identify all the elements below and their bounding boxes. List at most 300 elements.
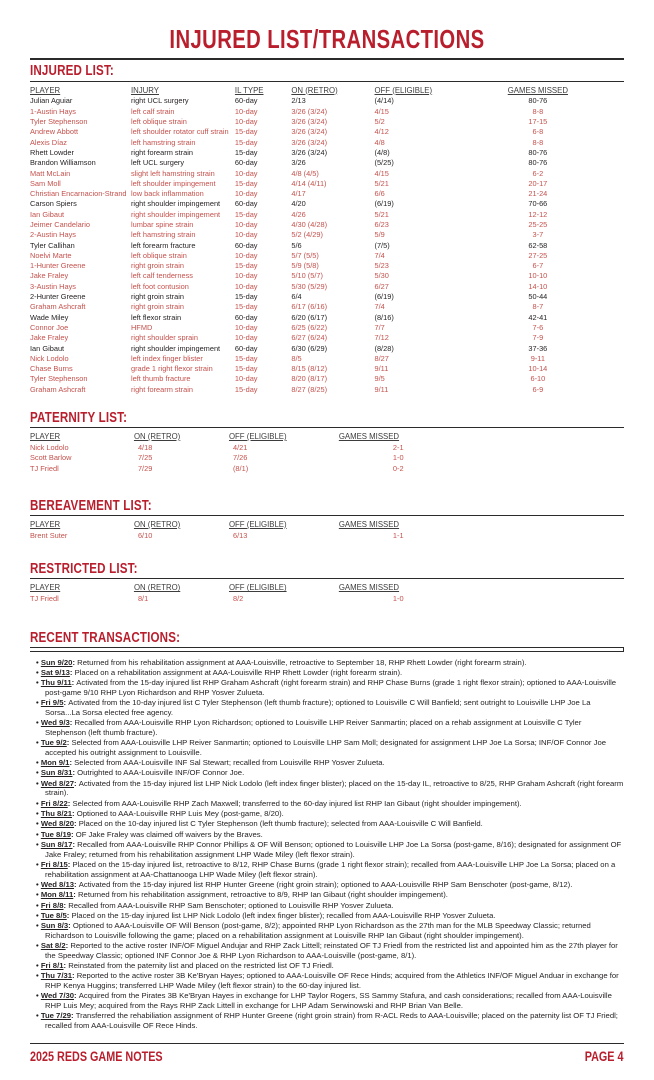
games-missed-cell: 6-10	[530, 374, 546, 384]
injured-list-row	[30, 209, 624, 219]
il-type-cell: 10-day	[234, 230, 258, 240]
on-date-cell: 6/10	[137, 530, 153, 540]
player-cell: Wade Miley	[30, 312, 69, 322]
on-date-cell: 4/18	[137, 443, 153, 453]
transaction-date: Fri 8/1	[40, 961, 64, 971]
bullet-glyph: •	[36, 829, 41, 839]
transaction-text: Activated from the 15-day injured list RHP Hunter Greene (right groin strain); optioned to AAA-Louisville RHP Sam Benschoter (post-game, 8/12).	[78, 879, 573, 889]
injury-cell: left thumb fracture	[130, 374, 191, 384]
il-type-cell: 15-day	[234, 261, 258, 271]
transaction-text: Optioned to AAA-Louisville RHP Luis Mey (post-game, 8/20).	[76, 809, 284, 819]
off-date-cell: 9/5	[374, 374, 385, 384]
on-date-cell: 3/26 (3/24)	[291, 106, 328, 116]
injured-list-row	[30, 353, 624, 363]
injury-cell: left shoulder impingement	[130, 178, 216, 188]
player-cell: Alexis Díaz	[30, 137, 67, 147]
paternity-list-row	[30, 443, 624, 453]
injury-cell: right shoulder impingement	[130, 343, 221, 353]
injured-list-row	[30, 168, 624, 178]
player-cell: Matt McLain	[30, 168, 71, 178]
transaction-colon: :	[72, 839, 78, 849]
il-type-cell: 10-day	[234, 333, 258, 343]
column-header-games-missed: GAMES MISSED	[338, 583, 400, 593]
transaction-text: Placed on the 10-day injured list C Tyler Stephenson (left thumb fracture); selected from AAA-Louisville C Will Banfield.	[78, 819, 483, 829]
restricted-list-heading-row	[30, 561, 624, 580]
on-date-cell: 3/26 (3/24)	[291, 127, 328, 137]
transaction-item	[30, 921, 624, 940]
transaction-item	[30, 830, 624, 840]
injured-list-row	[30, 189, 624, 199]
il-type-cell: 10-day	[234, 106, 258, 116]
bullet-glyph: •	[36, 839, 41, 849]
transaction-colon: :	[69, 667, 75, 677]
off-date-cell: 5/21	[374, 178, 389, 188]
bullet-glyph: •	[36, 738, 41, 748]
paternity-list-body	[30, 443, 624, 474]
transaction-item	[30, 991, 624, 1010]
injured-list-row	[30, 312, 624, 322]
transaction-date: Mon 9/1	[40, 758, 70, 768]
games-missed-cell: 12-12	[528, 209, 548, 219]
title-block	[30, 24, 624, 55]
on-date-cell: 4/26	[291, 209, 306, 219]
bullet-glyph: •	[36, 1011, 41, 1021]
injury-cell: HFMD	[130, 322, 153, 332]
off-date-cell: (5/25)	[374, 158, 394, 168]
transaction-date: Sun 8/17	[40, 839, 73, 849]
transaction-date: Sun 8/31	[40, 768, 73, 778]
transaction-date: Wed 8/20	[40, 819, 75, 829]
player-cell: Rhett Lowder	[30, 147, 74, 157]
injury-cell: right shoulder impingement	[130, 199, 221, 209]
off-date-cell: 6/27	[374, 281, 389, 291]
player-cell: 2-Hunter Greene	[30, 292, 86, 302]
bereavement-list-header	[30, 520, 624, 531]
on-date-cell: 8/1	[137, 594, 149, 604]
column-header-games-missed: GAMES MISSED	[338, 520, 400, 529]
games-missed-cell: 7-6	[532, 322, 544, 332]
transaction-text: Reported to the active roster INF/OF Miguel Andujar and RHP Zack Littell; reinstated OF TJ Friedl from the restricted list and appointed him as the 27th player for the Speedway Classic; optioned INF Connor Joe & RHP Lyon Richardson to AAA-Louisville (post-game, 8/1).	[45, 941, 618, 960]
transaction-item	[30, 890, 624, 900]
off-date-cell: 8/27	[374, 353, 389, 363]
player-cell: Graham Ashcraft	[30, 302, 86, 312]
injury-cell: right shoulder sprain	[130, 333, 198, 343]
bereavement-list-heading-row	[30, 498, 624, 517]
transaction-date: Sat 9/13	[40, 667, 70, 677]
bullet-glyph: •	[36, 698, 41, 708]
off-date-cell: 7/26	[232, 453, 248, 463]
off-date-cell: 6/6	[374, 189, 385, 199]
player-cell: Nick Lodolo	[30, 443, 69, 453]
transaction-text: Recalled from AAA-Louisville RHP Connor Phillips & OF Will Benson; optioned to Louisville LHP Joe La Sorsa (post-game, 8/16); designated for assignment OF Jake Fraley; returned from his rehabilitation assignment LHP Wade Miley (left flexor strain).	[45, 839, 622, 859]
off-date-cell: 6/23	[374, 220, 389, 229]
on-date-cell: 5/30 (5/29)	[291, 281, 328, 291]
injured-list-row	[30, 384, 624, 394]
transaction-text: Returned from his rehabilitation assignment, retroactive to 8/9, RHP Ian Gibaut (right shoulder impingement).	[78, 890, 448, 900]
injured-list-row	[30, 271, 624, 281]
column-header-player: PLAYER	[30, 432, 61, 442]
transaction-text: OF Jake Fraley was claimed off waivers by the Braves.	[75, 829, 263, 839]
injury-cell: left forearm fracture	[130, 240, 196, 250]
games-missed-cell: 8-8	[532, 137, 544, 147]
bullet-glyph: •	[36, 900, 41, 910]
injury-cell: right groin strain	[130, 302, 184, 312]
footer-title: 2025 REDS GAME NOTES	[30, 1049, 163, 1064]
il-type-cell: 15-day	[234, 127, 258, 137]
transaction-date: Sat 8/2	[40, 941, 66, 951]
transaction-item	[30, 658, 624, 668]
games-missed-cell: 1-0	[392, 453, 404, 463]
player-cell: Julian Aguiar	[30, 96, 73, 106]
injured-list-row	[30, 230, 624, 240]
games-missed-cell: 7-9	[532, 333, 544, 343]
player-cell: Brent Suter	[30, 530, 68, 540]
games-missed-cell: 62-58	[528, 240, 548, 250]
injured-list-row	[30, 178, 624, 188]
il-type-cell: 15-day	[234, 178, 258, 188]
transaction-item	[30, 819, 624, 829]
transaction-colon: :	[71, 678, 77, 688]
on-date-cell: 5/9 (5/8)	[291, 261, 319, 271]
transaction-text: Activated from the 10-day injured list C Tyler Stephenson (left thumb fracture); optioned to Louisville C Will Banfield; sent outright to Louisville LHP Joe La Sorsa...La Sorsa elected free agency.	[45, 698, 591, 717]
transaction-colon: :	[63, 698, 69, 708]
il-type-cell: 60-day	[234, 158, 258, 168]
bereavement-list-section	[30, 498, 624, 541]
player-cell: Jeimer Candelario	[30, 220, 90, 229]
transactions-heading: RECENT TRANSACTIONS:	[30, 630, 181, 647]
transaction-date: Thu 8/21	[40, 809, 73, 819]
transaction-colon: :	[74, 778, 79, 788]
transaction-date: Fri 9/5	[40, 698, 64, 708]
il-type-cell: 15-day	[234, 137, 258, 147]
il-type-cell: 60-day	[234, 240, 258, 250]
player-cell: Scott Barlow	[30, 453, 72, 463]
restricted-list-body	[30, 594, 624, 604]
games-missed-cell: 80-76	[528, 96, 548, 106]
player-cell: Ian Gibaut	[30, 209, 65, 219]
bullet-glyph: •	[36, 718, 41, 728]
transaction-date: Sun 9/20	[40, 657, 73, 667]
player-cell: 3-Austin Hays	[30, 281, 77, 291]
bullet-glyph: •	[36, 941, 41, 951]
transaction-date: Thu 9/11	[40, 678, 72, 688]
transaction-date: Tue 8/5	[40, 910, 67, 920]
injured-list-row	[30, 147, 624, 157]
transaction-colon: :	[69, 758, 75, 768]
il-type-cell: 15-day	[234, 147, 258, 157]
bullet-glyph: •	[36, 798, 41, 808]
transaction-item	[30, 911, 624, 921]
transaction-colon: :	[74, 879, 79, 889]
transaction-date: Fri 8/8	[40, 900, 64, 910]
il-type-cell: 60-day	[234, 343, 258, 353]
transaction-text: Placed on the 15-day injured list LHP Nick Lodolo (left index finger blister); recalled from AAA-Louisville RHP Yosver Zulueta.	[71, 910, 496, 920]
transaction-colon: :	[74, 819, 79, 829]
on-date-cell: 8/27 (8/25)	[291, 384, 328, 394]
column-header-on-retro: ON (RETRO)	[133, 520, 181, 529]
transaction-item	[30, 678, 624, 697]
off-date-cell: 5/23	[374, 261, 389, 271]
transaction-colon: :	[66, 910, 72, 920]
injured-list-row	[30, 96, 624, 106]
on-date-cell: 4/20	[291, 199, 306, 209]
transaction-date: Tue 9/2	[40, 738, 67, 748]
injury-cell: left oblique strain	[130, 117, 187, 127]
column-header-off-eligible: OFF (ELIGIBLE)	[374, 85, 433, 95]
on-date-cell: 6/4	[291, 292, 302, 302]
bullet-glyph: •	[36, 667, 41, 677]
column-header-off-eligible: OFF (ELIGIBLE)	[228, 432, 287, 442]
bullet-glyph: •	[36, 819, 41, 829]
injured-list-header	[30, 86, 624, 97]
player-cell: Jake Fraley	[30, 271, 69, 281]
games-missed-cell: 1-0	[392, 594, 404, 604]
transactions-heading-row	[30, 630, 624, 652]
il-type-cell: 15-day	[234, 364, 258, 374]
bullet-glyph: •	[36, 809, 41, 819]
off-date-cell: 4/12	[374, 127, 389, 137]
on-date-cell: 6/20 (6/17)	[291, 312, 328, 322]
off-date-cell: 4/15	[374, 168, 389, 178]
games-missed-cell: 50-44	[528, 292, 548, 302]
injured-list-row	[30, 250, 624, 260]
bullet-glyph: •	[36, 921, 41, 931]
off-date-cell: 5/30	[374, 271, 389, 281]
transaction-item	[30, 668, 624, 678]
transaction-text: Selected from AAA-Louisville LHP Reiver Sanmartin; optioned to Louisville LHP Sam Moll; designated for assignment LHP Joe La Sorsa; INF/OF Connor Joe accepted his outright assignment to Louisville.	[45, 738, 606, 757]
on-date-cell: 3/26 (3/24)	[291, 117, 328, 127]
games-missed-cell: 80-76	[528, 158, 548, 168]
injured-list-row	[30, 199, 624, 209]
il-type-cell: 10-day	[234, 220, 258, 229]
column-header-off-eligible: OFF (ELIGIBLE)	[228, 520, 287, 529]
games-missed-cell: 1-1	[392, 530, 404, 540]
injury-cell: right groin strain	[130, 292, 184, 302]
paternity-list-section	[30, 410, 624, 474]
games-missed-cell: 9-11	[530, 353, 545, 363]
transaction-colon: :	[63, 900, 69, 910]
bullet-glyph: •	[36, 758, 41, 768]
games-missed-cell: 6-7	[532, 261, 544, 271]
transaction-text: Acquired from the Pirates 3B Ke'Bryan Hayes in exchange for LHP Taylor Rogers, SS Sammy Stafura, and cash considerations; recalled from AAA-Louisville RHP Luis Mey; acquired from the Rays RHP Zack Littell in exchange for LHP Adam Serwinowski and RHP Brian Van Belle.	[45, 991, 612, 1011]
on-date-cell: 3/26	[291, 158, 306, 168]
transaction-date: Tue 7/29	[40, 1011, 72, 1021]
transaction-item	[30, 738, 624, 757]
off-date-cell: 9/11	[374, 364, 389, 374]
injured-list-row	[30, 323, 624, 333]
on-date-cell: 3/26 (3/24)	[291, 147, 328, 157]
column-header-games-missed: GAMES MISSED	[507, 85, 568, 95]
injured-list-row	[30, 343, 624, 353]
paternity-list-heading-row	[30, 410, 624, 429]
transaction-colon: :	[67, 798, 73, 808]
off-date-cell: (4/14)	[374, 96, 394, 106]
games-missed-cell: 25-25	[528, 220, 548, 229]
transaction-item	[30, 799, 624, 809]
injured-list-heading-row	[30, 63, 624, 82]
off-date-cell: 6/13	[232, 530, 248, 540]
bullet-glyph: •	[36, 859, 41, 869]
restricted-list-heading: RESTRICTED LIST:	[30, 560, 138, 577]
column-header-injury: INJURY	[130, 85, 159, 95]
transaction-colon: :	[72, 768, 78, 778]
il-type-cell: 10-day	[234, 281, 258, 291]
on-date-cell: 7/29	[137, 463, 153, 473]
injury-cell: slight left hamstring strain	[130, 168, 215, 178]
transaction-text: Activated from the 15-day injured list RHP Graham Ashcraft (right forearm strain) and RHP Chase Burns (grade 1 right flexor strain); optioned to AAA-Louisville post-game 9/10 RHP Lyon Richardson and RHP Yosver Zulueta.	[45, 678, 617, 697]
paternity-list-row	[30, 463, 624, 473]
bullet-glyph: •	[36, 879, 41, 889]
transaction-item	[30, 961, 624, 971]
transaction-text: Recalled from AAA-Louisville RHP Lyon Richardson; optioned to Louisville LHP Reiver Sanmartin; placed on a rehab assignment at Louisville C Tyler Stephenson (left thumb fracture).	[45, 718, 582, 737]
player-cell: Chase Burns	[30, 364, 73, 374]
on-date-cell: 2/13	[291, 96, 306, 106]
transaction-item	[30, 1011, 624, 1030]
injured-list-row	[30, 106, 624, 116]
injury-cell: left foot contusion	[130, 281, 189, 291]
injured-list-row	[30, 158, 624, 168]
off-date-cell: (8/28)	[374, 343, 394, 353]
off-date-cell: (8/1)	[232, 463, 249, 473]
off-date-cell: 4/15	[374, 106, 389, 116]
transaction-date: Wed 9/3	[40, 718, 70, 728]
off-date-cell: 4/8	[374, 137, 385, 147]
column-header-player: PLAYER	[30, 520, 61, 529]
on-date-cell: 8/15 (8/12)	[291, 364, 328, 374]
on-date-cell: 5/6	[291, 240, 302, 250]
on-date-cell: 4/30 (4/28)	[291, 220, 328, 229]
footer-page-number: PAGE 4	[585, 1049, 624, 1064]
games-missed-cell: 42-41	[528, 312, 548, 322]
restricted-list-section	[30, 561, 624, 604]
injury-cell: right shoulder impingement	[130, 209, 221, 219]
injured-list-body	[30, 96, 624, 395]
injury-cell: grade 1 right flexor strain	[130, 364, 213, 374]
games-missed-cell: 70-66	[528, 199, 548, 209]
transaction-colon: :	[69, 718, 75, 728]
injury-cell: left calf strain	[130, 106, 175, 116]
bullet-glyph: •	[36, 991, 41, 1001]
player-cell: Tyler Stephenson	[30, 117, 88, 127]
bullet-glyph: •	[36, 910, 41, 920]
on-date-cell: 4/17	[291, 189, 306, 199]
il-type-cell: 60-day	[234, 96, 258, 106]
column-header-player: PLAYER	[30, 583, 61, 593]
page-footer	[30, 1043, 624, 1064]
injury-cell: left index finger blister	[130, 353, 203, 363]
transactions-list	[30, 658, 624, 1031]
transaction-text: Selected from AAA-Louisville INF Sal Stewart; recalled from Louisville RHP Yosver Zulueta.	[74, 758, 385, 768]
transaction-date: Thu 7/31	[40, 971, 73, 981]
games-missed-cell: 3-7	[532, 230, 544, 240]
transaction-item	[30, 860, 624, 879]
transaction-item	[30, 971, 624, 990]
player-cell: Tyler Stephenson	[30, 374, 88, 384]
transaction-item	[30, 768, 624, 778]
il-type-cell: 10-day	[234, 189, 258, 199]
player-cell: Andrew Abbott	[30, 127, 79, 137]
transaction-item	[30, 779, 624, 798]
column-header-on-retro: ON (RETRO)	[133, 583, 181, 593]
transactions-section	[30, 630, 624, 1031]
injured-list-row	[30, 364, 624, 374]
transaction-text: Placed on the 15-day injured list, retroactive to 8/12, RHP Chase Burns (grade 1 right flexor strain); recalled from AAA-Louisville LHP Joe La Sorsa; placed on a rehabilitation assignment at AA-Chattanooga LHP Wade Miley (left flexor strain).	[45, 859, 616, 879]
transaction-date: Wed 8/27	[40, 778, 75, 788]
il-type-cell: 60-day	[234, 199, 258, 209]
column-header-off-eligible: OFF (ELIGIBLE)	[228, 583, 287, 593]
paternity-list-header	[30, 432, 624, 443]
games-missed-cell: 37-36	[528, 343, 548, 353]
transaction-item	[30, 880, 624, 890]
on-date-cell: 6/25 (6/22)	[291, 322, 328, 332]
player-cell: Ian Gibaut	[30, 343, 65, 353]
injured-list-row	[30, 117, 624, 127]
transaction-text: Returned from his rehabilitation assignment at AAA-Louisville, retroactive to September 18, RHP Rhett Lowder (right forearm strain).	[77, 657, 527, 667]
bullet-glyph: •	[36, 890, 41, 900]
player-cell: Sam Moll	[30, 178, 61, 188]
injury-cell: right forearm strain	[130, 147, 193, 157]
off-date-cell: 5/9	[374, 230, 385, 240]
column-header-player: PLAYER	[30, 85, 61, 95]
on-date-cell: 8/5	[291, 353, 302, 363]
off-date-cell: (8/16)	[374, 312, 394, 322]
games-missed-cell: 27-25	[528, 250, 548, 260]
games-missed-cell: 6-2	[532, 168, 544, 178]
injured-list-row	[30, 281, 624, 291]
games-missed-cell: 0-2	[392, 463, 404, 473]
on-date-cell: 5/10 (5/7)	[291, 271, 323, 281]
games-missed-cell: 20-17	[528, 178, 548, 188]
off-date-cell: 8/2	[232, 594, 244, 604]
player-cell: TJ Friedl	[30, 463, 59, 473]
paternity-list-heading: PATERNITY LIST:	[30, 409, 128, 426]
player-cell: Carson Spiers	[30, 199, 77, 209]
games-missed-cell: 10-10	[528, 271, 548, 281]
paternity-list-table	[30, 432, 624, 473]
transaction-colon: :	[72, 971, 77, 981]
transaction-text: Outrighted to AAA-Louisville INF/OF Connor Joe.	[77, 768, 245, 778]
off-date-cell: (6/19)	[374, 292, 394, 302]
page-title: INJURED LIST/TRANSACTIONS	[169, 24, 485, 54]
il-type-cell: 15-day	[234, 292, 258, 302]
bullet-glyph: •	[36, 778, 41, 788]
injured-list-row	[30, 333, 624, 343]
column-header-games-missed: GAMES MISSED	[338, 432, 400, 442]
bereavement-list-body	[30, 531, 624, 541]
transaction-date: Wed 8/13	[40, 879, 75, 889]
off-date-cell: 5/21	[374, 209, 389, 219]
injured-list-row	[30, 137, 624, 147]
transaction-colon: :	[72, 809, 77, 819]
transaction-text: Selected from AAA-Louisville RHP Zach Maxwell; transferred to the 60-day injured list RHP Ian Gibaut (right shoulder impingement).	[72, 798, 522, 808]
transaction-date: Wed 7/30	[40, 991, 75, 1001]
player-cell: 2-Austin Hays	[30, 230, 77, 240]
transaction-item	[30, 758, 624, 768]
transaction-text: Recalled from AAA-Louisville RHP Sam Benschoter; optioned to Louisville RHP Yosver Zulueta.	[68, 900, 394, 910]
games-missed-cell: 10-14	[528, 364, 548, 374]
restricted-list-header	[30, 583, 624, 594]
bullet-glyph: •	[36, 678, 41, 688]
player-cell: Noelvi Marte	[30, 250, 72, 260]
injury-cell: left shoulder rotator cuff strain	[130, 127, 229, 137]
transaction-text: Activated from the 15-day injured list LHP Nick Lodolo (left index finger blister); placed on the 15-day IL, retroactive to 8/25, RHP Graham Ashcraft (right forearm strain).	[45, 778, 624, 798]
player-cell: Tyler Callihan	[30, 240, 75, 250]
games-missed-cell: 8-7	[532, 302, 544, 312]
bullet-glyph: •	[36, 768, 41, 778]
injured-list-row	[30, 292, 624, 302]
injured-list-row	[30, 302, 624, 312]
transaction-date: Mon 8/11	[40, 890, 74, 900]
